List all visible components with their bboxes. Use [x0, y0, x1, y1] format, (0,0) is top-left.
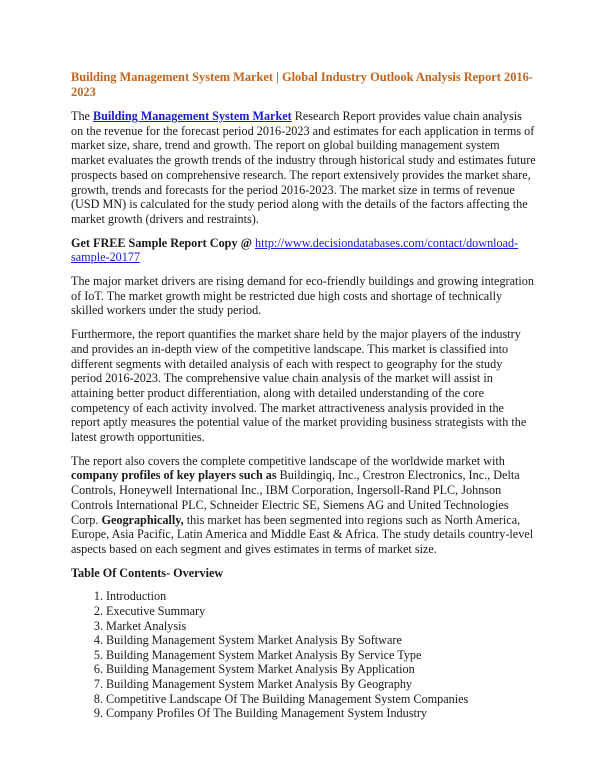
toc-item — [93, 691, 536, 707]
toc-item-label: Executive Summary — [106, 603, 206, 618]
toc-item — [93, 706, 536, 721]
sample-report-link[interactable]: http://www.decisiondatabases.com/contact/download-sample-20177 — [71, 235, 519, 265]
toc-item-number: 2. — [93, 603, 103, 618]
geography-text: this market has been segmented into regions such as North America, Europe, Asia Pacific, Latin America and Middle East & Africa. The study details country-level aspects based on each segment and gives estimates in terms of market size. — [71, 512, 534, 556]
geography-label: Geographically, — [101, 512, 184, 527]
toc-item — [93, 633, 536, 648]
toc-heading: Table Of Contents- Overview — [71, 565, 224, 580]
toc-item-number: 4. — [93, 633, 103, 648]
landscape-prefix: The report also covers the complete competitive landscape of the worldwide market with — [71, 453, 505, 468]
toc-list — [71, 589, 536, 720]
toc-item-number: 6. — [93, 662, 103, 677]
key-players-list: Buildingiq, Inc., Crestron Electronics, Inc., Delta Controls, Honeywell International Inc., IBM Corporation, Ingersoll-Rand PLC, Johnson Controls International PLC, Schneider Electric SE, Siemens AG and United Technologies Corp. — [71, 468, 520, 527]
toc-item-number: 5. — [93, 647, 103, 662]
toc-item-number: 8. — [93, 691, 103, 706]
intro-suffix: Research Report provides value chain analysis on the revenue for the forecast period 2016-2023 and estimates for each application in terms of market size, share, trend and growth. The report on global building management system market evaluates the growth trends of the industry through historical study and estimates future prospects based on comprehensive research. The report extensively provides the market share, growth, trends and forecasts for the period 2016-2023. The market size in terms of revenue (USD MN) is calculated for the study period along with the details of the factors affecting the market growth (drivers and restraints). — [71, 109, 536, 226]
intro-paragraph — [71, 109, 536, 227]
toc-item — [93, 676, 536, 692]
sample-report-line — [71, 236, 536, 265]
toc-item-label: Market Analysis — [106, 618, 187, 633]
toc-item-label: Building Management System Market Analysis By Service Type — [106, 647, 422, 662]
market-share-paragraph: Furthermore, the report quantifies the market share held by the major players of the industry and provides an in-depth view of the competitive landscape. This market is classified into different segments with detailed analysis of each with respect to geography for the study period 2016-2023. The comprehensive value chain analysis of the market will assist in attaining better product differentiation, along with detailed understanding of the core competency of each activity involved. The market attractiveness analysis provided in the report aptly measures the potential value of the market providing business strategists with the latest growth opportunities. — [71, 327, 527, 445]
document-page — [71, 70, 536, 721]
toc-item-label: Building Management System Market Analysis By Software — [106, 633, 402, 648]
intro-prefix: The — [71, 109, 93, 123]
toc-item-label: Building Management System Market Analysis By Application — [106, 662, 415, 677]
toc-item-number: 3. — [93, 618, 103, 633]
competitive-landscape-paragraph — [71, 454, 536, 557]
toc-item — [93, 589, 536, 604]
toc-item — [93, 603, 536, 619]
toc-item-label: Introduction — [106, 589, 167, 604]
toc-item-number: 7. — [93, 676, 103, 691]
toc-item-number: 1. — [93, 589, 103, 604]
toc-item — [93, 647, 536, 663]
toc-item-label: Company Profiles Of The Building Management System Industry — [106, 706, 428, 721]
key-players-label: company profiles of key players such as — [71, 468, 277, 483]
toc-item — [93, 618, 536, 634]
toc-item-label: Competitive Landscape Of The Building Management System Companies — [106, 691, 469, 706]
sample-report-label: Get FREE Sample Report Copy @ — [71, 235, 255, 250]
toc-item-label: Building Management System Market Analysis By Geography — [106, 676, 413, 691]
toc-item-number: 9. — [93, 706, 103, 721]
market-report-link[interactable]: Building Management System Market — [93, 109, 292, 123]
drivers-paragraph: The major market drivers are rising demand for eco-friendly buildings and growing integration of IoT. The market growth might be restricted due high costs and shortage of technically skilled workers under the study period. — [71, 274, 534, 318]
document-title: Building Management System Market | Global Industry Outlook Analysis Report 2016-2023 — [71, 70, 533, 99]
toc-item — [93, 662, 536, 677]
